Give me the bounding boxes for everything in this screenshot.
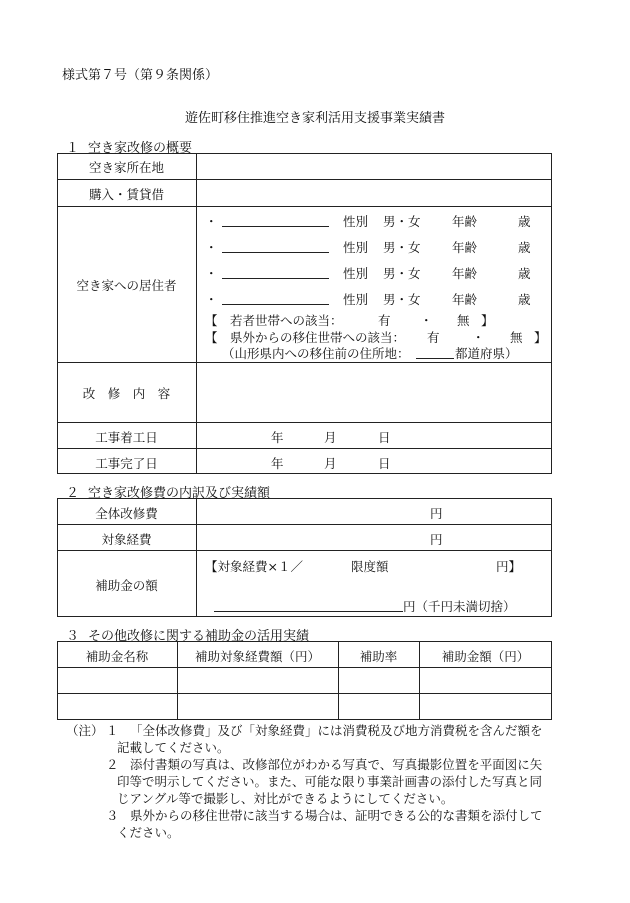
note-number: ３: [106, 808, 119, 823]
outside-yes-option[interactable]: 有: [427, 330, 440, 345]
start-date-label: 工事着工日: [95, 430, 158, 445]
end-month-label: 月: [324, 456, 337, 471]
outside-no-option[interactable]: 無: [510, 330, 523, 345]
resident-name-line[interactable]: [222, 304, 329, 305]
target-cost-yen: 円: [430, 532, 443, 547]
bracket-close: 】: [534, 330, 547, 345]
header-subsidy-rate: 補助率: [359, 649, 398, 664]
note-line: 添付書類の写真は、改修部位がわかる写真で、写真撮影位置を平面図に矢: [130, 757, 543, 772]
separator-dot: ・: [420, 313, 433, 328]
bullet: ・: [205, 240, 218, 255]
location-label: 空き家所在地: [88, 160, 164, 175]
previous-address-line-field[interactable]: [416, 358, 454, 359]
note-number: １: [106, 723, 119, 738]
note-number: ２: [106, 757, 119, 772]
bracket-open: 【: [205, 330, 218, 345]
prefecture-suffix: 都道府県）: [455, 346, 518, 361]
section1-title: 空き家改修の概要: [88, 141, 193, 156]
age-unit: 歳: [518, 292, 531, 307]
outside-household-label: 県外からの移住世帯への該当：: [230, 330, 406, 345]
section1-number: １: [66, 141, 80, 156]
end-date-label: 工事完了日: [95, 456, 158, 471]
resident-name-line[interactable]: [222, 252, 329, 253]
age-label: 年齢: [452, 240, 478, 255]
separator-dot: ・: [472, 330, 485, 345]
note-line: じアングル等で撮影し、対比ができるようにしてください。: [117, 791, 454, 806]
rounding-note: 円（千円未満切捨）: [403, 599, 516, 614]
formula-yen-close: 円】: [496, 559, 522, 574]
section3-number: ３: [66, 629, 80, 644]
section2-number: ２: [66, 486, 80, 501]
start-day-label: 日: [378, 430, 391, 445]
notes-label: （注）: [66, 723, 104, 738]
document-title: 遊佐町移住推進空き家利活用支援事業実績書: [184, 111, 445, 126]
age-label: 年齢: [452, 266, 478, 281]
gender-label: 性別: [343, 266, 369, 281]
gender-options[interactable]: 男・女: [383, 240, 421, 255]
purchase-label: 購入・賃貸借: [88, 187, 164, 202]
limit-label: 限度額: [351, 559, 389, 574]
bracket-open: 【: [205, 313, 218, 328]
age-label: 年齢: [452, 214, 478, 229]
young-household-label: 若者世帯への該当：: [230, 313, 343, 328]
note-line: 「全体改修費」及び「対象経費」には消費税及び地方消費税を含んだ額を: [130, 723, 543, 738]
age-label: 年齢: [452, 292, 478, 307]
young-yes-option[interactable]: 有: [378, 313, 391, 328]
total-cost-yen: 円: [430, 506, 443, 521]
note-line: 県外からの移住世帯に該当する場合は、証明できる公的な書類を添付して: [130, 808, 543, 823]
subsidy-amount-field[interactable]: [214, 611, 403, 612]
gender-options[interactable]: 男・女: [383, 292, 421, 307]
resident-name-line[interactable]: [222, 226, 329, 227]
note-line: 記載してください。: [117, 740, 230, 755]
bullet: ・: [205, 266, 218, 281]
gender-options[interactable]: 男・女: [383, 214, 421, 229]
section3-title: その他改修に関する補助金の活用実績: [88, 629, 310, 644]
bullet: ・: [205, 292, 218, 307]
header-subsidy-amount: 補助金額（円）: [441, 649, 530, 664]
section2-title: 空き家改修費の内訳及び実績額: [88, 486, 271, 501]
bracket-close: 】: [481, 313, 494, 328]
end-day-label: 日: [378, 456, 391, 471]
target-cost-label: 対象経費: [101, 532, 152, 547]
bullet: ・: [205, 214, 218, 229]
end-year-label: 年: [271, 456, 284, 471]
gender-label: 性別: [343, 292, 369, 307]
header-subsidy-name: 補助金名称: [85, 649, 149, 664]
total-cost-label: 全体改修費: [95, 506, 158, 521]
age-unit: 歳: [518, 214, 531, 229]
start-year-label: 年: [271, 430, 284, 445]
age-unit: 歳: [518, 240, 531, 255]
residents-label: 空き家への居住者: [76, 278, 177, 293]
renovation-label: 改 修 内 容: [82, 386, 171, 401]
gender-options[interactable]: 男・女: [383, 266, 421, 281]
header-eligible-cost: 補助対象経費額（円）: [194, 649, 320, 664]
subsidy-formula: 【対象経費×１／: [205, 559, 303, 574]
form-number: 様式第７号（第９条関係）: [62, 68, 219, 83]
age-unit: 歳: [518, 266, 531, 281]
previous-address-label: （山形県内への移住前の住所地：: [222, 346, 410, 361]
gender-label: 性別: [343, 214, 369, 229]
subsidy-amount-label: 補助金の額: [95, 578, 158, 593]
start-month-label: 月: [324, 430, 337, 445]
note-line: 印等で明示してください。また、可能な限り事業計画書の添付した写真と同: [117, 774, 543, 789]
resident-name-line[interactable]: [222, 278, 329, 279]
gender-label: 性別: [343, 240, 369, 255]
note-line: ください。: [117, 825, 180, 840]
young-no-option[interactable]: 無: [457, 313, 470, 328]
